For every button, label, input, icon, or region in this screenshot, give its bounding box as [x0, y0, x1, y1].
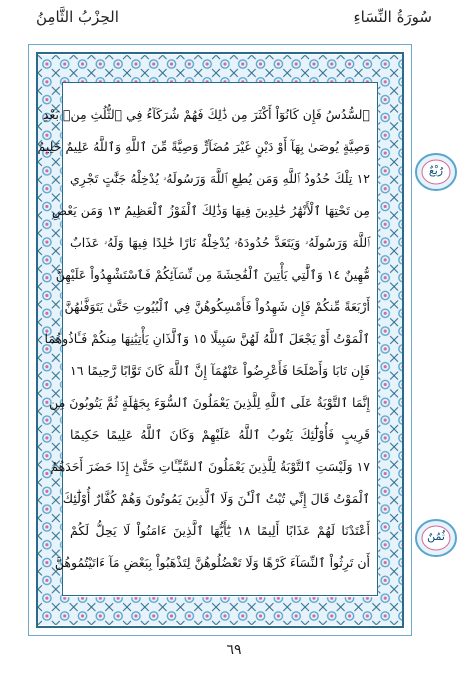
text-line-2: وَصِيَّةٍ يُوصَىٰ بِهَآ أَوْ دَيْنٍ غَيْرَ مُضَآرٍّ وَصِيَّةً مِّنَ ٱللَّهِ وَٱللَّهُ عَلِيمٌ حَلِيمٌ	[37, 139, 370, 154]
text-line-13: ٱلْمَوْتُ قَالَ إِنِّي تُبْتُ ٱلْـَٰٔنَ وَلَا ٱلَّذِينَ يَمُوتُونَ وَهُمْ كُفَّارٌ أُوْلَٰٓئِكَ	[62, 491, 370, 506]
surah-name: سُورَةُ النِّسَاءِ	[353, 8, 432, 26]
thumn-marker-label: ثُمُنٌ	[427, 530, 445, 543]
text-line-10: إِنَّمَا ٱلتَّوْبَةُ عَلَى ٱللَّهِ لِلَّذِينَ يَعْمَلُونَ ٱلسُّوٓءَ بِجَهَٰلَةٍ ثُمَّ يَتُوبُونَ مِن	[49, 395, 370, 410]
text-line-1: ٱلسُّدُسُ فَإِن كَانُوٓاْ أَكْثَرَ مِن ذَٰلِكَ فَهُمْ شُرَكَآءُ فِي ٱلثُّلُثِ مِنۢ بَعْدِ	[42, 107, 370, 122]
page-number: ٦٩	[226, 642, 242, 658]
text-line-3: ١٢ تِلْكَ حُدُودُ ٱللَّهِ وَمَن يُطِعِ ٱللَّهَ وَرَسُولَهُۥ يُدْخِلْهُ جَنَّٰتٍ تَجْرِي	[70, 171, 370, 186]
rub-marker-label: رُبْعٌ	[428, 164, 444, 177]
text-line-4: مِن تَحْتِهَا ٱلْأَنْهَٰرُ خَٰلِدِينَ فِيهَا وَذَٰلِكَ ٱلْفَوْزُ ٱلْعَظِيمُ ١٣ وَمَن يَعْصِ	[51, 203, 370, 218]
text-line-7: أَرْبَعَةً مِّنكُمْ فَإِن شَهِدُواْ فَأَمْسِكُوهُنَّ فِي ٱلْبُيُوتِ حَتَّىٰ يَتَوَفَّىٰهُنَّ	[64, 299, 370, 314]
text-line-6: مُّهِينٌ ١٤ وَٱلَّٰتِي يَأْتِينَ ٱلْفَٰحِشَةَ مِن نِّسَآئِكُمْ فَٱسْتَشْهِدُواْ عَلَيْهِنَّ	[55, 267, 370, 282]
text-line-9: فَإِن تَابَا وَأَصْلَحَا فَأَعْرِضُواْ عَنْهُمَآ إِنَّ ٱللَّهَ كَانَ تَوَّابًا رَّحِيمًا ١٦	[70, 363, 370, 378]
text-line-8: ٱلْمَوْتُ أَوْ يَجْعَلَ ٱللَّهُ لَهُنَّ سَبِيلًا ١٥ وَٱلَّذَانِ يَأْتِيَٰنِهَا مِنكُمْ فَـَٔاذُوهُمَا	[44, 331, 370, 346]
text-line-15: أَن تَرِثُواْ ٱلنِّسَآءَ كَرْهًا وَلَا تَعْضُلُوهُنَّ لِتَذْهَبُواْ بِبَعْضِ مَآ ءَاتَيْتُمُوهُنَّ	[54, 555, 370, 570]
hizb-label: الحِزْبُ الثَّامِنُ	[36, 8, 119, 26]
text-line-5: ٱللَّهَ وَرَسُولَهُۥ وَيَتَعَدَّ حُدُودَهُۥ يُدْخِلْهُ نَارًا خَٰلِدًا فِيهَا وَلَهُۥ عَذَابٌ	[70, 235, 370, 250]
text-line-14: أَعْتَدْنَا لَهُمْ عَذَابًا أَلِيمًا ١٨ يَٰٓأَيُّهَا ٱلَّذِينَ ءَامَنُواْ لَا يَحِلُّ لَكُمْ	[70, 523, 370, 538]
text-line-12: ١٧ وَلَيْسَتِ ٱلتَّوْبَةُ لِلَّذِينَ يَعْمَلُونَ ٱلسَّيِّـَٔاتِ حَتَّىٰٓ إِذَا حَضَرَ أَحَدَهُمُ	[50, 459, 370, 474]
text-line-11: قَرِيبٍ فَأُوْلَٰٓئِكَ يَتُوبُ ٱللَّهُ عَلَيْهِمْ وَكَانَ ٱللَّهُ عَلِيمًا حَكِيمًا	[70, 427, 370, 442]
